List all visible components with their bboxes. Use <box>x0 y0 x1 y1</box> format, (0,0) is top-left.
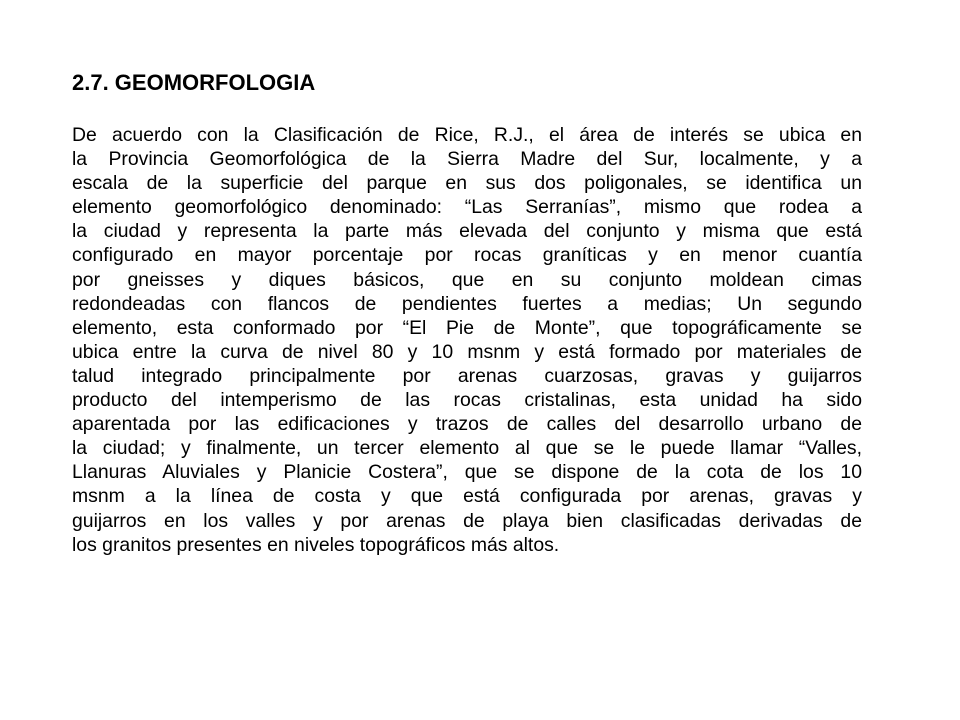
paragraph-line: por gneisses y diques básicos, que en su conjunto moldean cimas <box>72 268 862 291</box>
paragraph-line: talud integrado principalmente por arenas cuarzosas, gravas y guijarros <box>72 364 862 387</box>
paragraph-line: aparentada por las edificaciones y trazos de calles del desarrollo urbano de <box>72 413 862 436</box>
paragraph-line: msnm a la línea de costa y que está configurada por arenas, gravas y <box>72 485 862 508</box>
paragraph-line: escala de la superficie del parque en sus dos poligonales, se identifica un <box>72 172 862 195</box>
paragraph-line: configurado en mayor porcentaje por rocas graníticas y en menor cuantía <box>72 244 862 267</box>
paragraph-line: redondeadas con flancos de pendientes fuertes a medias; Un segundo <box>72 292 862 315</box>
section-heading: 2.7. GEOMORFOLOGIA <box>72 70 316 95</box>
paragraph-line: ubica entre la curva de nivel 80 y 10 msnm y está formado por materiales de <box>72 340 862 363</box>
body-paragraph <box>72 123 862 557</box>
paragraph-line: elemento geomorfológico denominado: “Las Serranías”, mismo que rodea a <box>72 196 862 219</box>
paragraph-line: producto del intemperismo de las rocas cristalinas, esta unidad ha sido <box>72 389 862 412</box>
paragraph-line: elemento, esta conformado por “El Pie de Monte”, que topográficamente se <box>72 316 862 339</box>
paragraph-line: guijarros en los valles y por arenas de playa bien clasificadas derivadas de <box>72 509 862 532</box>
paragraph-line: Llanuras Aluviales y Planicie Costera”, que se dispone de la cota de los 10 <box>72 461 862 484</box>
paragraph-line: De acuerdo con la Clasificación de Rice, R.J., el área de interés se ubica en <box>72 124 862 146</box>
paragraph-line: la ciudad; y finalmente, un tercer elemento al que se le puede llamar “Valles, <box>72 437 862 460</box>
paragraph-line: la ciudad y representa la parte más elevada del conjunto y misma que está <box>72 220 862 243</box>
paragraph-line: la Provincia Geomorfológica de la Sierra Madre del Sur, localmente, y a <box>72 148 862 171</box>
paragraph-line-last: los granitos presentes en niveles topográficos más altos. <box>72 533 560 556</box>
